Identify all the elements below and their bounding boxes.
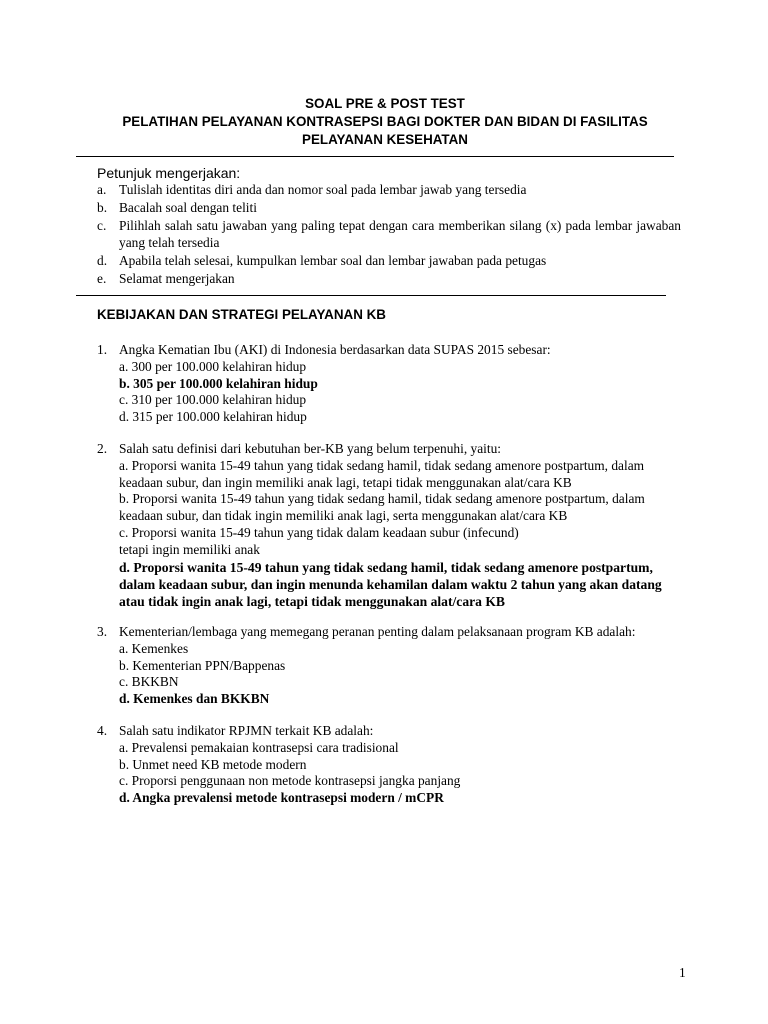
answer-option: c. BKKBN	[119, 674, 179, 690]
title-line-1: SOAL PRE & POST TEST	[305, 96, 465, 111]
instruction-item	[97, 252, 681, 270]
question-number: 4.	[97, 723, 108, 738]
answer-option: c. Proporsi wanita 15-49 tahun yang tidak dalam keadaan subur (infecund) tetapi ingin memiliki anak	[119, 524, 519, 557]
answer-option-correct: d. Angka prevalensi metode kontrasepsi modern / mCPR	[119, 790, 444, 806]
instruction-marker: c.	[97, 217, 107, 233]
question-stem	[97, 723, 681, 740]
question-3	[97, 624, 681, 708]
answer-options	[97, 641, 681, 708]
title-line-2: PELATIHAN PELAYANAN KONTRASEPSI BAGI DOKTER DAN BIDAN DI FASILITAS	[122, 114, 648, 129]
question-text: Angka Kematian Ibu (AKI) di Indonesia berdasarkan data SUPAS 2015 sebesar:	[119, 342, 551, 357]
answer-options	[97, 740, 681, 807]
answer-option: b. Proporsi wanita 15-49 tahun yang tidak sedang hamil, tidak sedang amenore postpartum, dalam keadaan subur, dan tidak ingin memiliki anak lagi, serta menggunakan alat/cara KB	[119, 491, 645, 524]
answer-option: c. Proporsi penggunaan non metode kontrasepsi jangka panjang	[119, 773, 461, 789]
instruction-item	[97, 217, 681, 253]
answer-option: b. Kementerian PPN/Bappenas	[119, 657, 286, 673]
answer-option: a. Kemenkes	[119, 640, 189, 656]
answer-option: b. Unmet need KB metode modern	[119, 756, 307, 772]
instruction-marker: a.	[97, 182, 107, 197]
question-number: 2.	[97, 441, 108, 456]
question-4	[97, 723, 681, 807]
question-1	[97, 342, 681, 426]
instruction-text: Bacalah soal dengan teliti	[119, 199, 257, 215]
answer-option: c. 310 per 100.000 kelahiran hidup	[119, 392, 307, 408]
instruction-marker: b.	[97, 199, 108, 215]
instruction-text: Pilihlah salah satu jawaban yang paling tepat dengan cara memberikan silang (x) pada lembar jawaban yang telah tersedia	[119, 217, 681, 251]
section-heading: KEBIJAKAN DAN STRATEGI PELAYANAN KB	[97, 307, 386, 322]
answer-option: a. Proporsi wanita 15-49 tahun yang tidak sedang hamil, tidak sedang amenore postpartum, dalam keadaan subur, dan ingin memiliki anak lagi, tetapi tidak menggunakan alat/cara KB	[119, 457, 645, 490]
question-stem	[97, 441, 681, 458]
instruction-text: Selamat mengerjakan	[119, 270, 235, 286]
instruction-item	[97, 199, 681, 217]
instruction-marker: e.	[97, 270, 107, 286]
answer-options	[97, 359, 681, 426]
answer-options	[97, 458, 681, 610]
question-number: 3.	[97, 624, 108, 639]
answer-option: a. Prevalensi pemakaian kontrasepsi cara tradisional	[119, 739, 399, 755]
question-stem	[97, 342, 681, 359]
instruction-text: Tulislah identitas diri anda dan nomor soal pada lembar jawab yang tersedia	[119, 182, 527, 197]
instructions-divider	[76, 295, 666, 296]
instruction-text: Apabila telah selesai, kumpulkan lembar soal dan lembar jawaban pada petugas	[119, 253, 547, 269]
instruction-marker: d.	[97, 253, 108, 269]
instructions-list	[97, 181, 681, 288]
question-text: Salah satu indikator RPJMN terkait KB adalah:	[119, 723, 374, 738]
question-2	[97, 441, 681, 610]
answer-option-correct: b. 305 per 100.000 kelahiran hidup	[119, 375, 318, 391]
answer-option: a. 300 per 100.000 kelahiran hidup	[119, 358, 307, 374]
instructions-heading: Petunjuk mengerjakan:	[97, 165, 241, 181]
question-stem	[97, 624, 681, 641]
page-number: 1	[679, 965, 686, 980]
title-line-3: PELAYANAN KESEHATAN	[302, 132, 468, 147]
answer-option-correct: d. Proporsi wanita 15-49 tahun yang tidak sedang hamil, tidak sedang amenore postpartum, dalam keadaan subur, dan ingin menunda kehamilan dalam waktu 2 tahun yang akan datang atau tidak ingin anak lagi, tetapi tidak menggunakan alat/cara KB	[119, 559, 662, 609]
answer-option: d. 315 per 100.000 kelahiran hidup	[119, 409, 307, 425]
header-divider	[76, 156, 674, 157]
answer-option-correct: d. Kemenkes dan BKKBN	[119, 691, 270, 707]
instruction-item	[97, 181, 681, 199]
question-text: Kementerian/lembaga yang memegang peranan penting dalam pelaksanaan program KB adalah:	[119, 624, 636, 639]
instruction-item	[97, 270, 681, 288]
question-number: 1.	[97, 342, 108, 357]
question-text: Salah satu definisi dari kebutuhan ber-KB yang belum terpenuhi, yaitu:	[119, 441, 502, 456]
